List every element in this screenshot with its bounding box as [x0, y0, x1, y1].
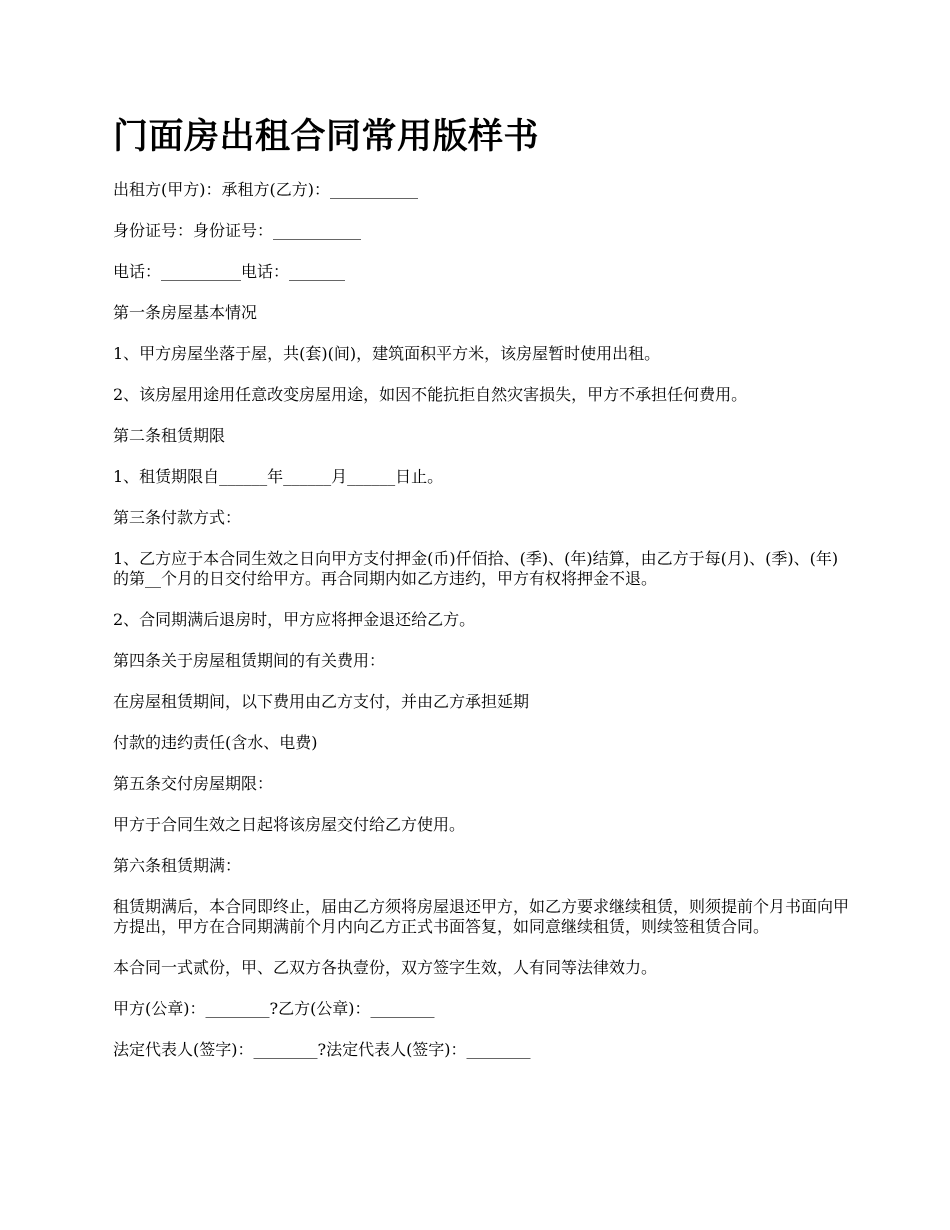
article-4-text-2: 付款的违约责任(含水、电费)	[113, 733, 318, 752]
article-1-clause-1: 1、甲方房屋坐落于屋，共(套)(间)，建筑面积平方米，该房屋暂时使用出租。	[113, 344, 661, 363]
article-5-text: 甲方于合同生效之日起将该房屋交付给乙方使用。	[113, 815, 466, 834]
phone-line: 电话：__________电话：_______	[113, 262, 346, 281]
article-3-clause-1: 1、乙方应于本合同生效之日向甲方支付押金(币)仟佰拾、(季)、(年)结算，由乙方于每(月)、(季)、(年)的第__个月的日交付给甲方。再合同期内如乙方违约，甲方有权将押金不退。	[113, 549, 839, 588]
signature-line: 法定代表人(签字)：________?法定代表人(签字)：________	[113, 1040, 531, 1059]
article-5-heading: 第五条交付房屋期限：	[113, 774, 274, 793]
seal-line: 甲方(公章)：________?乙方(公章)：________	[113, 999, 435, 1018]
article-2-heading: 第二条租赁期限	[113, 426, 226, 445]
id-number-line: 身份证号：身份证号：___________	[113, 221, 362, 240]
article-1-heading: 第一条房屋基本情况	[113, 303, 258, 322]
document-page	[113, 112, 853, 1081]
article-2-clause-1: 1、租赁期限自______年______月______日止。	[113, 467, 444, 486]
copies-statement: 本合同一式贰份，甲、乙双方各执壹份，双方签字生效，人有同等法律效力。	[113, 958, 658, 977]
article-6-heading: 第六条租赁期满：	[113, 856, 242, 875]
article-3-clause-2: 2、合同期满后退房时，甲方应将押金退还给乙方。	[113, 610, 476, 629]
article-3-heading: 第三条付款方式：	[113, 508, 242, 527]
parties-line: 出租方(甲方)：承租方(乙方)：___________	[113, 180, 418, 199]
article-4-heading: 第四条关于房屋租赁期间的有关费用：	[113, 651, 386, 670]
article-6-text: 租赁期满后，本合同即终止，届由乙方须将房屋退还甲方，如乙方要求继续租赁，则须提前个月书面向甲方提出，甲方在合同期满前个月内向乙方正式书面答复，如同意继续租赁，则续签租赁合同。	[113, 897, 850, 936]
article-1-clause-2: 2、该房屋用途用任意改变房屋用途，如因不能抗拒自然灾害损失，甲方不承担任何费用。	[113, 385, 748, 404]
document-title: 门面房出租合同常用版样书	[113, 116, 540, 157]
article-4-text-1: 在房屋租赁期间，以下费用由乙方支付，并由乙方承担延期	[113, 692, 530, 711]
